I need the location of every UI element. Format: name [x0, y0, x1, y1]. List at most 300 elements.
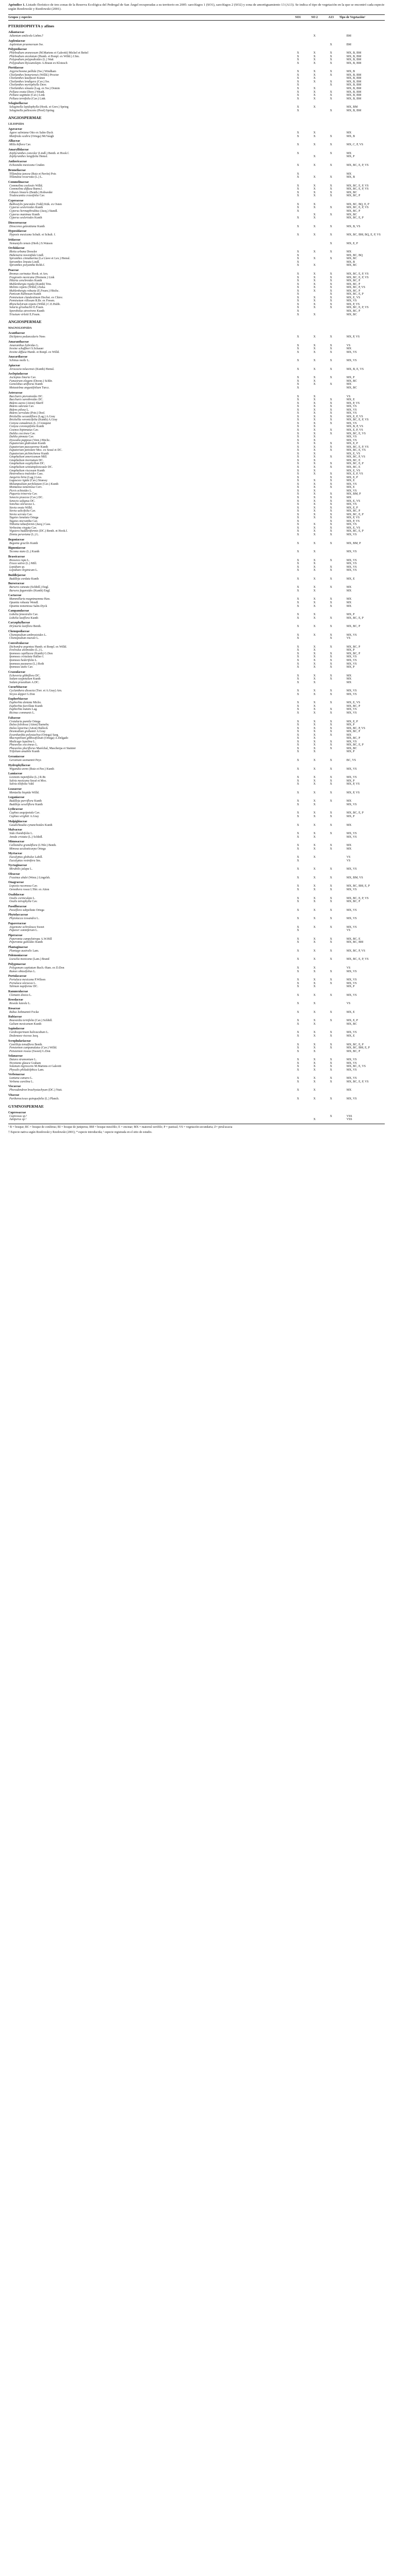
species-author: Cav.: [28, 405, 35, 409]
site-so2-mark: X: [313, 616, 316, 620]
species-name: Dahlia coccinea: [9, 432, 29, 435]
species-name: Oxalis corniculata: [9, 896, 32, 900]
site-so1-mark: X: [297, 533, 299, 536]
family-heading-row: [8, 65, 385, 70]
vegetation-type-cell: MX, BC, E, P: [346, 743, 364, 747]
site-a13-mark: X: [330, 335, 332, 339]
vegetation-type-cell: MX: [346, 151, 352, 155]
site-so1-mark: X: [297, 917, 299, 921]
vegetation-type-cell: MX, B, BM: [346, 94, 362, 97]
table-row: [8, 1118, 385, 1122]
site-a13-mark: X: [330, 503, 332, 506]
family-heading: Cyperaceae: [8, 199, 24, 202]
species-author: (L'Hér.) Benth.: [38, 844, 57, 848]
species-name: Picris echioides: [9, 489, 29, 493]
vegetation-type-cell: MX, VS: [346, 1058, 357, 1062]
family-heading: Verbenaceae: [8, 1073, 25, 1077]
vegetation-type-cell: VS: [346, 856, 351, 859]
site-so1-mark: X: [297, 1077, 299, 1080]
species-name: Lopezia racemosa: [9, 885, 32, 888]
family-heading: Polypodiaceae: [8, 48, 27, 52]
species-name: Dichondra argentea: [9, 645, 34, 649]
site-so2-mark: X: [313, 398, 316, 402]
species-author: A.Braun ex Klotzsch: [42, 61, 68, 65]
species-name: Peperomia campylotropa: [9, 937, 40, 941]
species-name: Chenopodium murale: [9, 637, 36, 640]
vegetation-type-cell: MX, E, VS: [346, 701, 361, 705]
species-author: Cass.: [37, 472, 44, 476]
site-so2-mark: X: [313, 70, 316, 74]
site-so2-mark: X: [313, 601, 316, 604]
site-so1-mark: X: [297, 704, 299, 708]
species-table: [8, 14, 385, 1122]
species-name: Metastelma angustifolium: [9, 386, 41, 389]
species-author: (Kunth) A.Gray: [38, 418, 58, 422]
family-heading-row: [8, 771, 385, 776]
species-author: A.Gray: [36, 730, 46, 734]
species-name: Tithonia tubaeformis: [9, 523, 35, 527]
family-heading-row: [8, 245, 385, 250]
vegetation-type-cell: MX, BC, E, P: [346, 616, 364, 620]
vegetation-type-cell: MX, VS: [346, 993, 357, 997]
species-author: Cav.: [25, 143, 31, 147]
family-heading-row: [8, 933, 385, 938]
vegetation-type-cell: MX: [346, 347, 352, 351]
vegetation-type-cell: MX: [346, 589, 352, 592]
vegetation-type-cell: VSS: [346, 1118, 352, 1122]
site-so1-mark: X: [297, 1068, 299, 1072]
site-a13-mark: X: [330, 164, 332, 167]
site-so1-mark: X: [297, 466, 299, 469]
site-so2-mark: X: [313, 73, 316, 77]
site-so1-mark: X: [297, 701, 299, 705]
site-so1-mark: X: [297, 720, 299, 723]
family-heading-row: [8, 545, 385, 550]
species-author: Turcz.: [41, 386, 50, 389]
vegetation-type-cell: MX, BC, E, P, VS: [346, 1080, 369, 1083]
species-name: Rhynchelytrum repens: [9, 302, 37, 306]
species-author: L.: [29, 868, 33, 871]
species-author: Cav.: [32, 613, 39, 617]
vegetation-type-cell: MX, BC, E, P, VS: [346, 272, 369, 276]
site-so1-mark: X: [297, 109, 299, 112]
site-so1-mark: X: [297, 868, 299, 871]
site-a13-mark: X: [330, 516, 332, 520]
site-so2-mark: X: [313, 1031, 316, 1035]
species-name: Salvia tiliifolia: [9, 783, 28, 786]
site-so2-mark: X: [313, 1089, 316, 1092]
family-heading: Alliaceae: [8, 140, 20, 143]
species-name: Gnaphalium semiamplexicaule: [9, 466, 47, 469]
site-so1-mark: X: [297, 1097, 299, 1101]
species-name: Muhlenbergia rigida: [9, 282, 35, 286]
site-a13-mark: X: [330, 184, 332, 188]
vegetation-type-cell: MX, E, VS: [346, 499, 361, 503]
family-heading: Brassicaceae: [8, 555, 25, 558]
species-author: DC.: [47, 466, 53, 469]
species-name: Cheilanthes sinuata: [9, 87, 34, 91]
vegetation-type-cell: MX, VS: [346, 803, 357, 806]
vegetation-type-cell: MX, B, BM: [346, 52, 362, 55]
species-author: (L.) L.: [31, 533, 39, 536]
site-so1-mark: X: [297, 309, 299, 313]
family-heading: Piperaceae: [8, 934, 23, 937]
site-so2-mark: X: [313, 367, 316, 371]
species-name: Melinis repens: [9, 286, 27, 290]
site-so2-mark: X: [313, 191, 316, 194]
site-so2-mark: X: [313, 408, 316, 412]
species-name: Cheilanthes kaulfussii: [9, 77, 37, 80]
group-heading: GYMNOSPERMAE: [8, 1104, 44, 1109]
species-name: Argemone ochroleuca: [9, 925, 36, 929]
vegetation-type-cell: MX, BC, P: [346, 282, 361, 286]
family-heading-row: [8, 851, 385, 856]
species-author: Sweet: [37, 925, 44, 929]
site-so1-mark: X: [297, 526, 299, 530]
species-name: Salvia mexicana: [9, 779, 29, 783]
species-author: L'Hér. ex Aiton: [30, 888, 50, 891]
group-heading-row: [8, 112, 385, 121]
vegetation-type-cell: MX: [346, 823, 352, 827]
site-a13-mark: X: [330, 1114, 332, 1118]
site-so2-mark: X: [313, 533, 316, 536]
species-author: (L.) Schltdl.: [28, 835, 43, 839]
species-author: (Desv.) Weath.: [27, 90, 45, 94]
species-author: (Poir.) Desf.: [30, 412, 45, 415]
vegetation-type-cell: MX, BC: [346, 313, 357, 316]
site-so1-mark: X: [297, 52, 299, 55]
species-author: Willd.: [31, 791, 40, 794]
species-name: Polygonum capitatum: [9, 966, 36, 970]
site-so2-mark: X: [313, 747, 316, 750]
site-a13-mark: X: [330, 533, 332, 536]
site-so2-mark: X: [313, 868, 316, 871]
site-a13-mark: X: [330, 272, 332, 276]
site-so2-mark: X: [313, 1002, 316, 1006]
site-a13-mark: X: [330, 1058, 332, 1062]
species-name: Panicum bulbosum: [9, 293, 33, 296]
species-author: Graham: [31, 1061, 41, 1065]
species-author: Liebm.†: [33, 35, 44, 38]
site-so2-mark: X: [313, 250, 316, 254]
site-so1-mark: X: [297, 164, 299, 167]
vegetation-type-cell: MX, BC: [346, 747, 357, 750]
site-so2-mark: X: [313, 55, 316, 58]
site-so2-mark: X: [313, 359, 316, 363]
site-so1-mark: X: [297, 847, 299, 851]
species-author: L.: [33, 970, 36, 973]
site-a13-mark: X: [330, 405, 332, 409]
family-heading: Polemoniaceae: [8, 954, 28, 958]
site-so2-mark: X: [313, 737, 316, 740]
family-heading: Oxalidaceae: [8, 893, 24, 896]
site-a13-mark: X: [330, 55, 332, 58]
vegetation-type-cell: MX, BC: [346, 1022, 357, 1026]
site-so2-mark: X: [313, 429, 316, 432]
site-so2-mark: X: [313, 383, 316, 386]
site-so1-mark: X: [297, 649, 299, 652]
site-so1-mark: X: [297, 737, 299, 740]
family-heading: Begoniaceae: [8, 538, 25, 541]
species-author: Cav.: [27, 666, 34, 669]
site-so2-mark: X: [313, 949, 316, 953]
family-heading: Anthericaceae: [8, 160, 27, 164]
family-heading: Lythraceae: [8, 808, 23, 811]
family-heading: Amaranthaceae: [8, 340, 29, 344]
family-heading: Sapindaceae: [8, 1027, 25, 1031]
site-so1-mark: X: [297, 486, 299, 489]
species-author: L.: [35, 659, 38, 662]
species-author: Benth.: [33, 625, 42, 629]
vegetation-type-cell: MX, BC, P: [346, 652, 361, 655]
species-author: Lindl.: [32, 260, 40, 264]
site-so1-mark: X: [297, 978, 299, 982]
site-so2-mark: X: [313, 299, 316, 303]
site-a13-mark: X: [330, 70, 332, 74]
site-so1-mark: X: [297, 379, 299, 383]
site-a13-mark: X: [330, 445, 332, 449]
site-so1-mark: X: [297, 299, 299, 303]
species-author: Kunth: [44, 823, 53, 827]
site-a13-mark: X: [330, 1061, 332, 1065]
site-a13-mark: X: [330, 711, 332, 715]
vegetation-type-cell: MX, E, P: [346, 1019, 358, 1023]
species-name: Eucalyptus globulus: [9, 856, 34, 859]
site-so2-mark: X: [313, 779, 316, 783]
header-so1: SO1: [290, 15, 306, 21]
site-so1-mark: X: [297, 519, 299, 523]
vegetation-type-cell: MX, BC, P: [346, 289, 361, 293]
species-name: Zinnia peruviana: [9, 533, 30, 536]
species-name: Baccharis pteronioides: [9, 395, 38, 398]
site-a13-mark: X: [330, 282, 332, 286]
site-so1-mark: X: [297, 90, 299, 94]
site-so1-mark: X: [297, 264, 299, 267]
vegetation-type-cell: MX, BC, P: [346, 309, 361, 313]
vegetation-type-cell: MX, BC, P, VS: [346, 455, 366, 459]
site-so2-mark: X: [313, 344, 316, 347]
site-so2-mark: X: [313, 106, 316, 109]
species-name: Tillandsia recurvata: [9, 176, 34, 179]
header-so2: SO 2: [306, 15, 323, 21]
class-heading-row: [8, 325, 385, 330]
family-heading: Acanthaceae: [8, 332, 25, 335]
vegetation-type-cell: MX, BC: [346, 191, 357, 194]
vegetation-type-cell: MX, E: [346, 577, 355, 581]
species-name: Melampodium perfoliatum: [9, 482, 42, 486]
site-so1-mark: X: [297, 482, 299, 486]
group-heading-row: [8, 1101, 385, 1110]
site-so1-mark: X: [297, 929, 299, 933]
site-a13-mark: X: [330, 523, 332, 527]
site-so1-mark: X: [297, 421, 299, 425]
site-a13-mark: X: [330, 408, 332, 412]
site-so1-mark: X: [297, 604, 299, 608]
family-heading-row: [8, 147, 385, 152]
site-so1-mark: X: [297, 1002, 299, 1006]
group-heading-row: [8, 316, 385, 325]
site-so2-mark: X: [313, 666, 316, 669]
site-so1-mark: X: [297, 306, 299, 310]
vegetation-type-cell: MX, P: [346, 779, 355, 783]
species-author: Jacq.: [32, 1035, 39, 1038]
site-so1-mark: X: [297, 530, 299, 533]
site-so1-mark: X: [297, 97, 299, 100]
species-author: Cav.: [30, 376, 37, 380]
site-so1-mark: X: [297, 80, 299, 83]
site-so2-mark: X: [313, 677, 316, 681]
site-so1-mark: X: [297, 659, 299, 662]
site-so1-mark: X: [297, 681, 299, 684]
site-so2-mark: X: [313, 306, 316, 310]
vegetation-type-cell: MX: [346, 681, 352, 684]
site-so2-mark: X: [313, 1065, 316, 1069]
species-author: (L.) Mill.: [25, 562, 37, 566]
site-a13-mark: X: [330, 720, 332, 723]
site-so1-mark: X: [297, 562, 299, 566]
vegetation-type-cell: MX, VS: [346, 740, 357, 743]
family-heading-row: [8, 198, 385, 203]
species-name: Commelina diffusa: [9, 188, 32, 191]
site-so2-mark: X: [313, 586, 316, 589]
species-name: Juniperus sp.¹: [9, 1118, 27, 1122]
site-a13-mark: X: [330, 689, 332, 693]
vegetation-type-cell: MX, BC, P, VS: [346, 286, 366, 290]
site-a13-mark: X: [330, 1065, 332, 1069]
vegetation-type-cell: MX, E, P: [346, 506, 358, 510]
species-author: (Vahl) Kük. ex Osten: [36, 202, 62, 206]
vegetation-type-cell: MX, E, P: [346, 476, 358, 479]
site-so2-mark: X: [313, 750, 316, 754]
site-a13-mark: X: [330, 604, 332, 608]
site-so2-mark: X: [313, 442, 316, 446]
vegetation-type-cell: MX, BC, E, P, VS: [346, 188, 369, 191]
site-a13-mark: X: [330, 306, 332, 310]
species-author: (Aiton) Bullock: [28, 726, 48, 730]
site-a13-mark: X: [330, 993, 332, 997]
species-author: (Kunth) Trin.: [35, 282, 52, 286]
family-heading: Anacardiaceae: [8, 355, 28, 359]
site-so1-mark: X: [297, 412, 299, 415]
species-author: Cav.: [33, 429, 39, 432]
vegetation-type-cell: MX, BC, E, P: [346, 462, 364, 466]
species-name: Opuntia robusta: [9, 601, 29, 604]
species-name: Phytolacca icosandra: [9, 917, 36, 921]
site-so1-mark: X: [297, 472, 299, 476]
family-heading-row: [8, 879, 385, 885]
site-a13-mark: X: [330, 970, 332, 973]
species-author: Salm-Dyck: [33, 604, 47, 608]
site-so2-mark: X: [313, 469, 316, 472]
vegetation-type-cell: MX, VS: [346, 408, 357, 412]
family-heading-row: [8, 572, 385, 578]
species-name: Mirabilis jalapa: [9, 868, 29, 871]
species-author: Willd.: [25, 506, 33, 510]
vegetation-type-cell: MX, VS: [346, 1068, 357, 1072]
species-author: Kunth: [32, 213, 40, 216]
species-author: Kunze: [37, 77, 45, 80]
species-name: Funastrum elegans: [9, 379, 33, 383]
species-table-body: [8, 21, 385, 1122]
vegetation-type-cell: MX, P: [346, 750, 355, 754]
site-so2-mark: X: [313, 1068, 316, 1072]
vegetation-type-cell: MX, BC, E, P: [346, 216, 364, 220]
species-author: (Willd.) Proctor: [39, 73, 59, 77]
vegetation-type-cell: MX: [346, 172, 352, 176]
site-so1-mark: X: [297, 937, 299, 941]
species-name: Cyperus manimae: [9, 213, 31, 216]
site-so1-mark: X: [297, 876, 299, 879]
site-a13-mark: X: [330, 811, 332, 815]
family-heading: Commelinaceae: [8, 180, 29, 184]
site-so1-mark: X: [297, 459, 299, 462]
family-heading: Phytolaccaceae: [8, 913, 28, 917]
site-a13-mark: X: [330, 888, 332, 891]
site-so2-mark: X: [313, 510, 316, 513]
vegetation-type-cell: MX, B: [346, 70, 355, 74]
species-name: Mimosa aculeaticarpa: [9, 847, 37, 851]
species-author: Kunth: [38, 442, 46, 446]
family-heading: Crassulaceae: [8, 670, 26, 674]
vegetation-type-cell: BC, VS: [346, 759, 356, 762]
species-author: (Presl) Spring: [37, 109, 54, 112]
site-so2-mark: X: [313, 184, 316, 188]
species-name: Gnaphalium oxyphyllum: [9, 462, 40, 466]
site-so1-mark: X: [297, 383, 299, 386]
site-a13-mark: X: [330, 493, 332, 496]
site-so1-mark: X: [297, 449, 299, 452]
vegetation-type-cell: MX, BC: [346, 213, 357, 216]
family-heading-row: [8, 228, 385, 233]
species-author: Focke: [31, 1010, 39, 1014]
species-name: Penstemon campanulatus: [9, 1046, 41, 1050]
vegetation-type-cell: VS: [346, 966, 351, 970]
species-name: Heterotheca inuloides: [9, 472, 36, 476]
species-author: (Schltdl.) Engl.: [30, 586, 49, 589]
vegetation-type-cell: MX, BC, E, P, VS: [346, 276, 369, 279]
site-so2-mark: X: [313, 462, 316, 466]
vegetation-type-cell: MX, B, VS: [346, 225, 361, 228]
species-author: L.: [31, 1080, 34, 1083]
site-a13-mark: X: [330, 43, 332, 46]
site-so2-mark: X: [313, 767, 316, 771]
species-name: Tecoma stans: [9, 550, 26, 554]
species-author: L.: [36, 344, 39, 347]
vegetation-type-cell: MX, B, P, VS: [346, 425, 364, 429]
site-so2-mark: X: [313, 87, 316, 91]
family-heading-row: [8, 159, 385, 164]
species-author: (Ortega) McVaugh: [31, 134, 54, 138]
species-author: A.DC.: [31, 681, 40, 684]
species-author: Cav.: [32, 493, 38, 496]
site-so2-mark: X: [313, 421, 316, 425]
site-so2-mark: X: [313, 726, 316, 730]
vegetation-type-cell: MX, VS: [346, 978, 357, 982]
vegetation-type-cell: BM: [346, 43, 351, 46]
species-name: Nemastylis tenuis: [9, 242, 31, 245]
family-heading-row: [8, 138, 385, 143]
site-so1-mark: X: [297, 367, 299, 371]
site-so2-mark: X: [313, 97, 316, 100]
site-a13-mark: X: [330, 519, 332, 523]
vegetation-type-cell: MX: [346, 131, 352, 135]
site-a13-mark: X: [330, 558, 332, 562]
species-name: Brickellia veronicifolia: [9, 418, 38, 422]
species-author: Labill.: [35, 856, 43, 859]
species-name: Senecio salignus: [9, 499, 30, 503]
family-heading-row: [8, 220, 385, 225]
species-author: L.: [35, 929, 38, 933]
